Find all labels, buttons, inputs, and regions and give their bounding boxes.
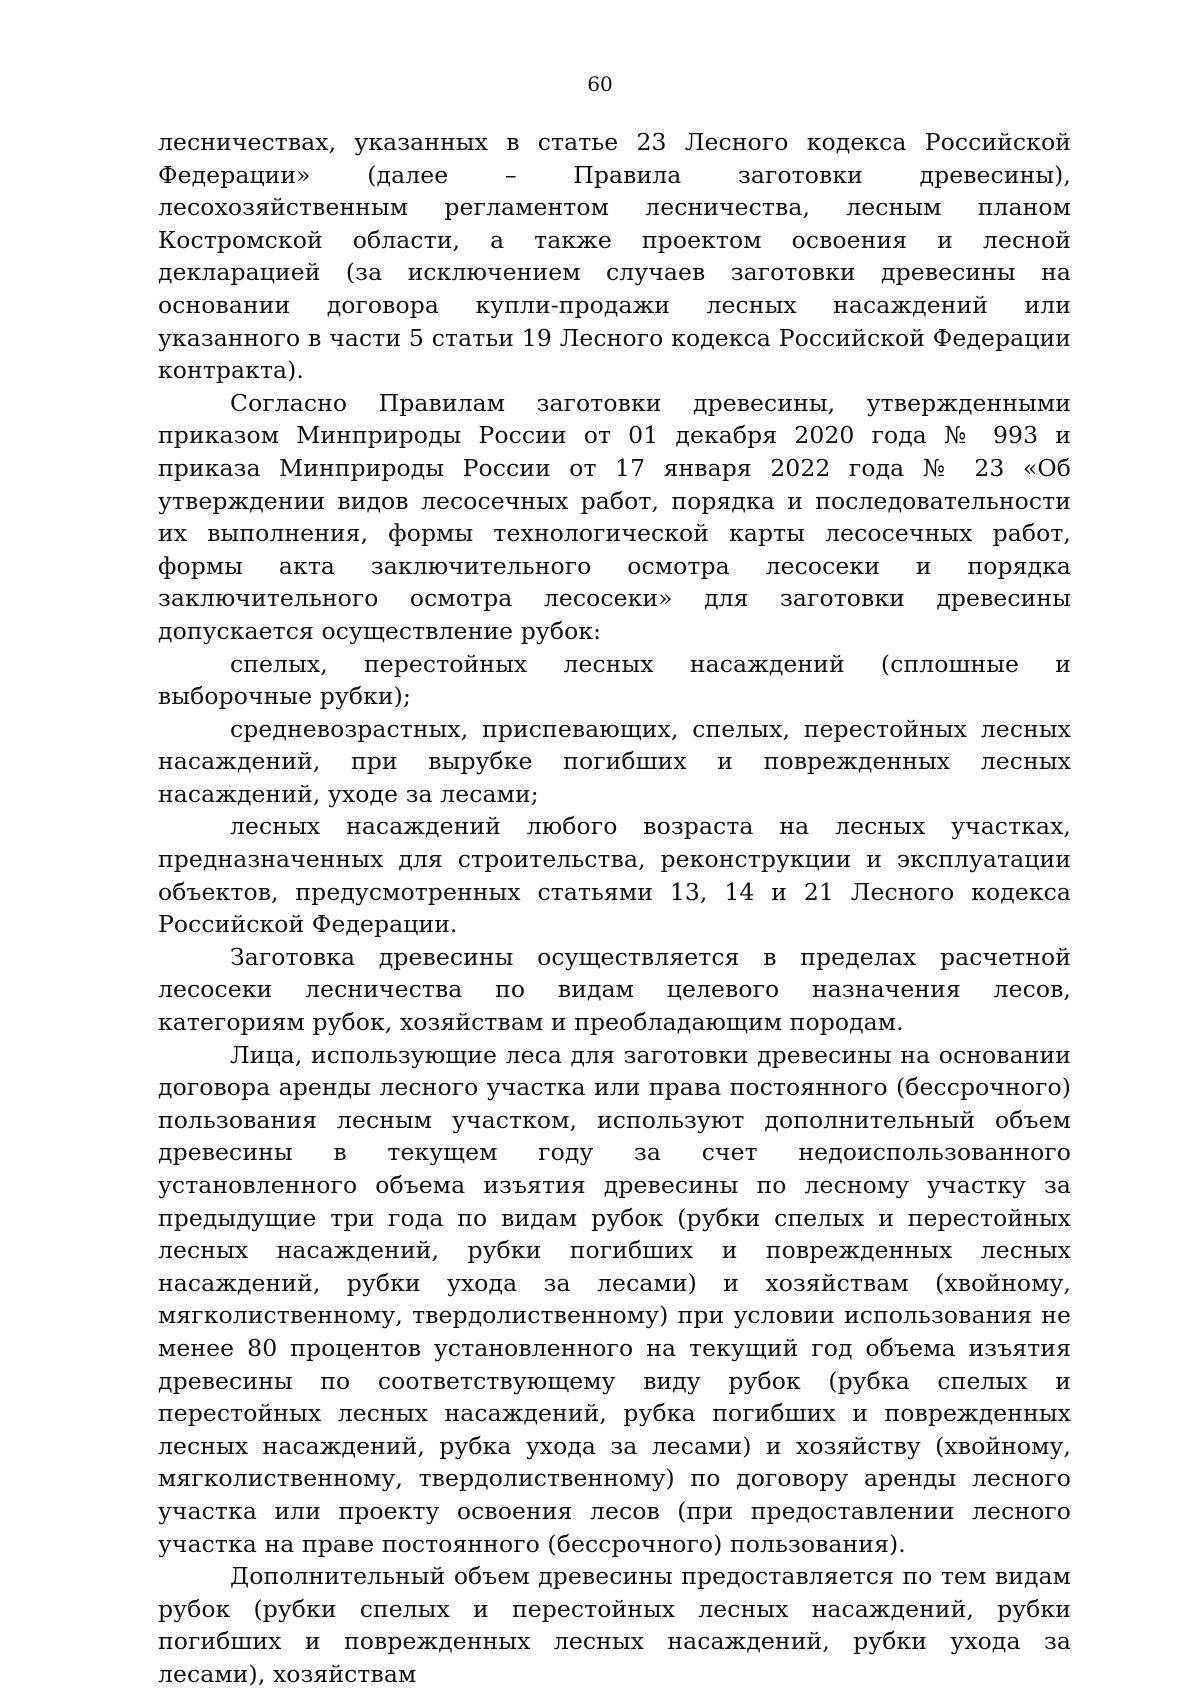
paragraph-logging-rules: Согласно Правилам заготовки древесины, утвержденными приказом Минприроды России от 01 декабря 2020 года № 993 и приказа Минприроды России от 17 января 2022 года № 23 «Об утверждении видов лесосечных работ, порядка и последовательности их выполнения, формы технологической карты лесосечных работ, формы акта заключительного осмотра лесосеки и порядка заключительного осмотра лесосеки» для заготовки древесины допускается осуществление рубок: [158,388,1071,645]
paragraph-additional-volume-provision: Дополнительный объем древесины предоставляется по тем видам рубок (рубки спелых и перестойных лесных насаждений, рубки погибших и поврежденных лесных насаждений, рубки ухода за лесами), хозяйствам [158,1562,1071,1688]
list-item-middle-aged-stands: средневозрастных, приспевающих, спелых, перестойных лесных насаждений, при вырубке погибших и поврежденных лесных насаждений, уходе за лесами; [158,714,1071,808]
paragraph-continuation: лесничествах, указанных в статье 23 Лесного кодекса Российской Федерации» (далее – Правила заготовки древесины), лесохозяйственным регламентом лесничества, лесным планом Костромской области, а также проектом освоения и лесной декларацией (за исключением случаев заготовки древесины на основании договора купли-продажи лесных насаждений или указанного в части 5 статьи 19 Лесного кодекса Российской Федерации контракта). [158,128,1071,385]
page-number: 60 [587,72,613,96]
list-item-mature-stands: спелых, перестойных лесных насаждений (сплошные и выборочные рубки); [158,649,1071,711]
paragraph-additional-volume-use: Лица, использующие леса для заготовки древесины на основании договора аренды лесного участка или права постоянного (бессрочного) пользования лесным участком, используют дополнительный объем древесины в текущем году за счет недоиспользованного установленного объема изъятия древесины по лесному участку за предыдущие три года по видам рубок (рубки спелых и перестойных лесных насаждений, рубки погибших и поврежденных лесных насаждений, рубки ухода за лесами) и хозяйствам (хвойному, мягколиственному, твердолиственному) при условии использования не менее 80 процентов установленного на текущий год объема изъятия древесины по соответствующему виду рубок (рубка спелых и перестойных лесных насаждений, рубка погибших и поврежденных лесных насаждений, рубка ухода за лесами) и хозяйству (хвойному, мягколиственному, твердолиственному) по договору аренды лесного участка или проекту освоения лесов (при предоставлении лесного участка на праве постоянного (бессрочного) пользования). [158,1040,1071,1558]
document-body [158,126,1071,1691]
list-item-any-age-stands: лесных насаждений любого возраста на лесных участках, предназначенных для строительства, реконструкции и эксплуатации объектов, предусмотренных статьями 13, 14 и 21 Лесного кодекса Российской Федерации. [158,812,1071,939]
paragraph-allowable-cut: Заготовка древесины осуществляется в пределах расчетной лесосеки лесничества по видам целевого назначения лесов, категориям рубок, хозяйствам и преобладающим породам. [158,942,1071,1037]
